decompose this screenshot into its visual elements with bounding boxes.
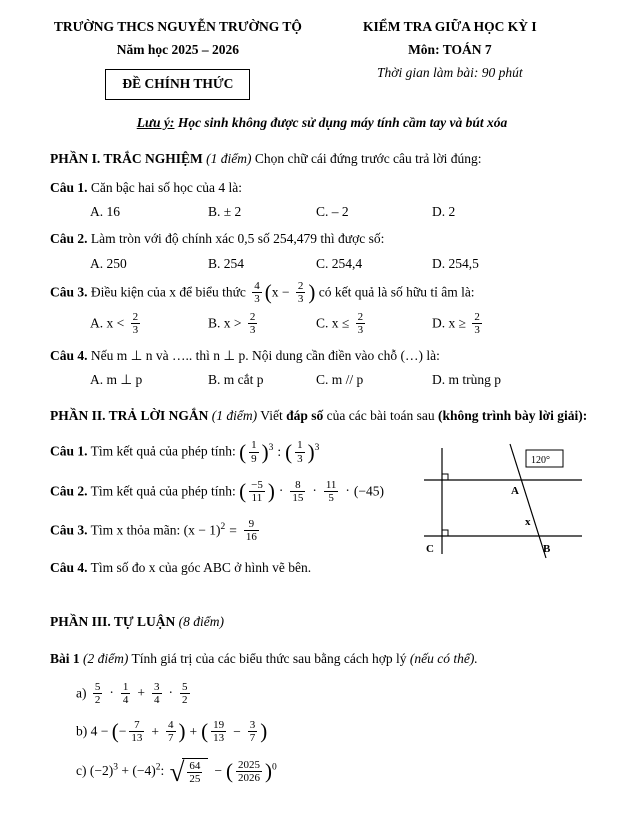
option-c: C. 254,4 bbox=[316, 255, 363, 271]
right-angle-mark-bottom bbox=[442, 530, 448, 536]
fraction: $\frac{4}{3}$ bbox=[254, 279, 260, 305]
question-text: Nếu m ⊥ n và ….. thì n ⊥ p. Nội dung cần điền vào chỗ (…) là: bbox=[87, 347, 440, 363]
question-text: Tìm x thỏa mãn: (x − 1) bbox=[87, 522, 221, 538]
part1-question-2 bbox=[50, 229, 594, 249]
header bbox=[50, 16, 594, 100]
close-paren: ) bbox=[178, 719, 186, 744]
option-d: D. m trùng p bbox=[432, 372, 501, 388]
minus-sign: − bbox=[118, 723, 127, 739]
bai1-expression-b bbox=[76, 720, 594, 745]
expression-inner: x − bbox=[271, 284, 293, 300]
multiply-dot: · bbox=[168, 685, 173, 701]
fraction: $\frac{19}{13}$ bbox=[213, 718, 225, 745]
official-exam-label: ĐỀ CHÍNH THỨC bbox=[122, 75, 234, 91]
part1-question-3 bbox=[50, 281, 594, 306]
option-c: C. – 2 bbox=[316, 204, 349, 220]
exponent: 3 bbox=[268, 443, 274, 454]
fraction: $\frac{4}{7}$ bbox=[168, 718, 174, 745]
open-paren: ( bbox=[201, 719, 209, 744]
minus-sign: − bbox=[233, 723, 241, 739]
part2-points: (1 điểm) bbox=[211, 408, 258, 424]
option-b: B. x > $\frac{2}{3}$ bbox=[208, 310, 256, 336]
fraction: $\frac{2}{3}$ bbox=[357, 310, 364, 336]
option-c: C. x ≤ $\frac{2}{3}$ bbox=[316, 310, 364, 336]
close-paren: ) bbox=[308, 279, 316, 304]
point-a-label: A bbox=[511, 485, 519, 498]
geometry-figure bbox=[422, 442, 594, 560]
part1-q1-options bbox=[90, 204, 594, 220]
divide-colon: : bbox=[160, 763, 168, 779]
part2-questions bbox=[50, 426, 422, 578]
fraction: $\frac{64}{25}$ bbox=[189, 760, 201, 786]
exponent: 3 bbox=[314, 443, 320, 454]
option-a: A. 16 bbox=[90, 204, 120, 220]
fraction: $\frac{8}{15}$ bbox=[292, 478, 304, 504]
radical-sign: √ bbox=[169, 756, 185, 787]
fraction: $\frac{1}{4}$ bbox=[122, 680, 129, 706]
question-text: Tìm số đo x của góc ABC ở hình vẽ bên. bbox=[87, 560, 312, 575]
option-b: B. m cắt p bbox=[208, 372, 264, 388]
option-a: A. 250 bbox=[90, 255, 127, 271]
question-text-after: có kết quả là số hữu tỉ âm là: bbox=[315, 284, 475, 300]
question-label: Câu 4. bbox=[50, 560, 88, 575]
part1-heading bbox=[50, 149, 594, 169]
option-b: B. ± 2 bbox=[208, 204, 242, 220]
multiply-dot: · bbox=[345, 483, 350, 499]
header-right bbox=[306, 16, 594, 100]
option-b: B. 254 bbox=[208, 255, 245, 271]
open-paren: ( bbox=[239, 478, 247, 503]
exponent: 2 bbox=[155, 762, 161, 773]
exercise-points: (2 điểm) bbox=[79, 650, 129, 666]
question-text: Tìm kết quả của phép tính: bbox=[87, 444, 240, 460]
item-label: b) bbox=[76, 723, 91, 739]
fraction: $\frac{1}{9}$ bbox=[251, 439, 257, 465]
open-paren: ( bbox=[264, 279, 272, 304]
square-root bbox=[170, 758, 209, 786]
header-left bbox=[50, 16, 306, 100]
equals-sign: = bbox=[229, 522, 237, 538]
part1-q3-options bbox=[90, 312, 594, 337]
part2-heading bbox=[50, 406, 594, 426]
open-paren: ( bbox=[111, 719, 119, 744]
option-a: A. m ⊥ p bbox=[90, 372, 143, 388]
plus-sign: + bbox=[189, 723, 198, 739]
close-paren: ) bbox=[267, 478, 275, 503]
question-label: Câu 2. bbox=[50, 483, 88, 499]
school-year: Năm học 2025 – 2026 bbox=[116, 41, 239, 57]
fraction: $\frac{9}{16}$ bbox=[245, 517, 257, 543]
plus-sign: + bbox=[151, 723, 159, 739]
fraction: $\frac{2}{3}$ bbox=[474, 310, 480, 336]
right-angle-mark-top bbox=[442, 474, 448, 480]
exercise-text: Tính giá trị của các biểu thức sau bằng cách hợp lý bbox=[128, 650, 410, 666]
close-paren: ) bbox=[260, 719, 268, 744]
open-paren: ( bbox=[285, 439, 293, 464]
fraction: $\frac{2025}{2026}$ bbox=[238, 758, 261, 784]
item-label: a) bbox=[76, 685, 90, 701]
part2-title: PHẦN II. TRẢ LỜI NGẮN bbox=[50, 408, 212, 424]
part1-question-4 bbox=[50, 346, 594, 366]
part2-question-3 bbox=[50, 519, 422, 544]
part1-instruction: Chọn chữ cái đứng trước câu trả lời đúng: bbox=[251, 150, 482, 166]
fraction: $\frac{11}{5}$ bbox=[325, 478, 337, 504]
expression-tail: (−45) bbox=[353, 483, 385, 499]
bai1-expression-c bbox=[76, 758, 594, 786]
figure-svg bbox=[422, 442, 587, 560]
exam-duration: Thời gian làm bài: 90 phút bbox=[377, 64, 523, 80]
part2-body bbox=[50, 426, 594, 578]
part3-title: PHẦN III. TỰ LUẬN bbox=[50, 614, 179, 630]
option-c: C. m // p bbox=[316, 372, 364, 388]
question-label: Câu 3. bbox=[50, 284, 88, 300]
bai1-expression-a bbox=[76, 682, 594, 707]
fraction: $\frac{5}{2}$ bbox=[182, 680, 188, 706]
exam-title: KIỂM TRA GIỮA HỌC KỲ I bbox=[363, 19, 537, 34]
close-paren: ) bbox=[265, 758, 273, 783]
part1-question-1 bbox=[50, 178, 594, 198]
part1-title: PHẦN I. TRẮC NGHIỆM bbox=[50, 150, 207, 166]
multiply-dot: · bbox=[109, 685, 114, 701]
plus-sign: + bbox=[137, 685, 145, 701]
fraction: $\frac{2}{3}$ bbox=[132, 310, 139, 336]
divide-colon: : bbox=[277, 444, 282, 460]
part1-q2-options bbox=[90, 256, 594, 272]
exam-subject: Môn: TOÁN 7 bbox=[408, 41, 492, 57]
exponent: 0 bbox=[272, 762, 277, 773]
open-paren: ( bbox=[226, 758, 234, 783]
expression-segment: (−2) bbox=[89, 763, 114, 779]
exercise-label: Bài 1 bbox=[50, 650, 80, 666]
fraction: $\frac{-5}{11}$ bbox=[251, 478, 263, 504]
close-paren: ) bbox=[307, 439, 315, 464]
part3-points: (8 điểm) bbox=[178, 614, 224, 630]
question-label: Câu 2. bbox=[50, 231, 88, 247]
part2-question-2 bbox=[50, 480, 422, 505]
part2-question-1 bbox=[50, 440, 422, 465]
school-name: TRƯỜNG THCS NGUYỄN TRƯỜNG TỘ bbox=[53, 19, 302, 34]
option-d: D. 254,5 bbox=[432, 255, 479, 271]
part2-instruction-1: Viết bbox=[257, 408, 287, 424]
angle-120-label: 120° bbox=[531, 455, 550, 467]
expression-segment: + (−4) bbox=[117, 763, 156, 779]
exponent: 2 bbox=[220, 522, 226, 532]
minus-sign: − bbox=[214, 763, 223, 779]
part2-instruction-bold-1: đáp số bbox=[286, 408, 324, 424]
note-text: Học sinh không được sử dụng máy tính cầm tay và bút xóa bbox=[174, 114, 508, 130]
fraction: $\frac{2}{3}$ bbox=[297, 279, 304, 305]
fraction: $\frac{2}{3}$ bbox=[249, 310, 256, 336]
close-paren: ) bbox=[261, 439, 269, 464]
part2-instruction-2: của các bài toán sau bbox=[323, 408, 438, 424]
question-text: Điều kiện của x để biểu thức bbox=[87, 284, 250, 300]
fraction: $\frac{5}{2}$ bbox=[94, 680, 101, 706]
part2-instruction-bold-2: (không trình bày lời giải): bbox=[437, 408, 588, 424]
option-d: D. x ≥ $\frac{2}{3}$ bbox=[432, 310, 480, 336]
open-paren: ( bbox=[239, 439, 247, 464]
question-label: Câu 1. bbox=[50, 180, 88, 196]
fraction: $\frac{3}{7}$ bbox=[249, 718, 256, 745]
option-d: D. 2 bbox=[432, 204, 456, 220]
exercise-text-italic: (nếu có thể). bbox=[409, 650, 478, 666]
item-label: c) bbox=[76, 763, 90, 779]
multiply-dot: · bbox=[312, 483, 317, 499]
part3-heading bbox=[50, 612, 594, 632]
part1-points: (1 điểm) bbox=[206, 150, 252, 166]
question-label: Câu 1. bbox=[50, 444, 88, 460]
point-b-label: B bbox=[543, 543, 551, 556]
angle-x-label: x bbox=[525, 516, 531, 529]
part1-q4-options bbox=[90, 372, 594, 388]
question-label: Câu 4. bbox=[50, 347, 88, 363]
multiply-dot: · bbox=[278, 483, 284, 499]
fraction: $\frac{1}{3}$ bbox=[297, 439, 303, 465]
expression-pre: 4 − bbox=[90, 723, 112, 739]
fraction: $\frac{3}{4}$ bbox=[154, 680, 160, 706]
question-text: Làm tròn với độ chính xác 0,5 số 254,479 thì được số: bbox=[87, 231, 385, 247]
question-text: Tìm kết quả của phép tính: bbox=[87, 483, 240, 499]
bai1-heading bbox=[50, 649, 594, 669]
fraction: $\frac{7}{13}$ bbox=[131, 718, 143, 745]
note-line bbox=[50, 115, 594, 131]
official-exam-box bbox=[105, 69, 250, 100]
part2-question-4 bbox=[50, 558, 422, 578]
exponent: 3 bbox=[113, 762, 118, 773]
note-label: Lưu ý: bbox=[136, 114, 175, 130]
question-label: Câu 3. bbox=[50, 522, 88, 538]
point-c-label: C bbox=[426, 543, 434, 556]
option-a: A. x < $\frac{2}{3}$ bbox=[90, 310, 139, 336]
question-text: Căn bậc hai số học của 4 là: bbox=[87, 180, 242, 196]
